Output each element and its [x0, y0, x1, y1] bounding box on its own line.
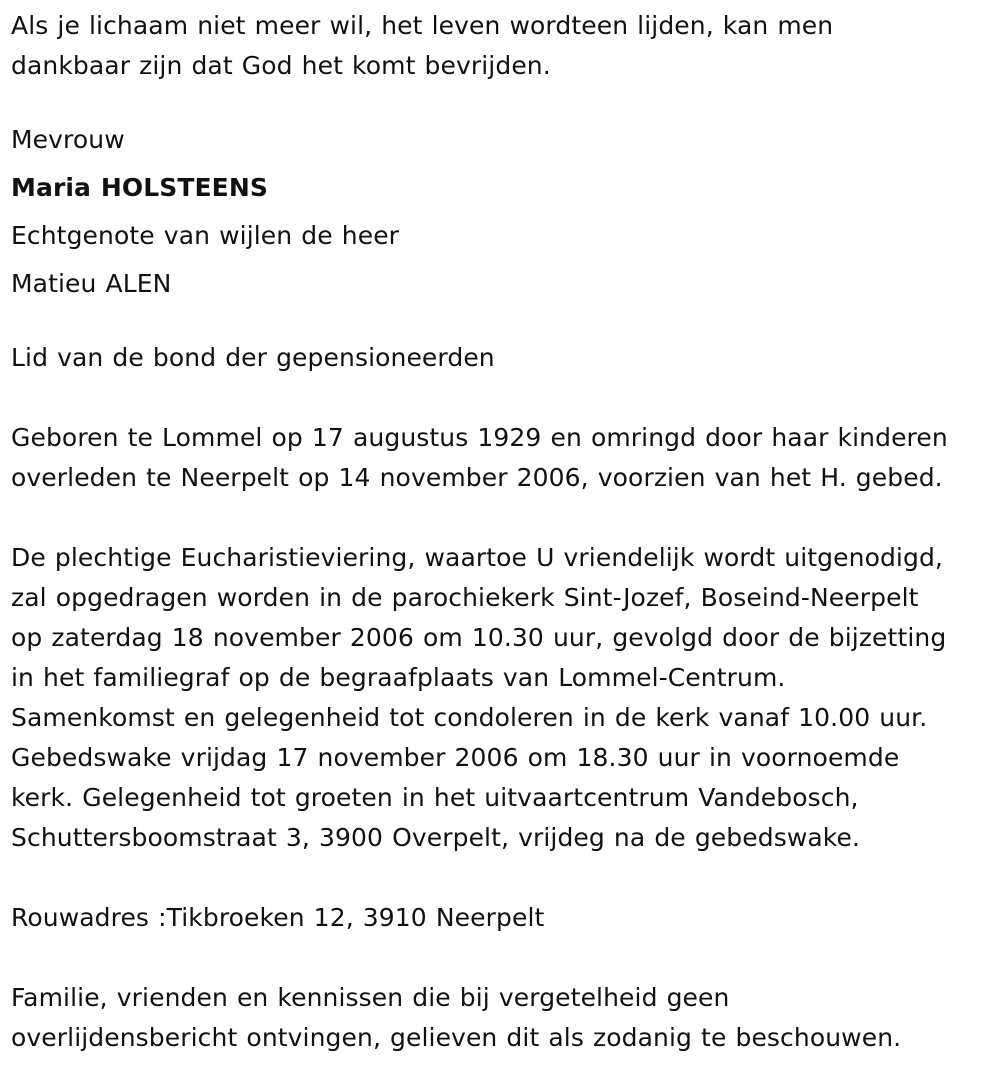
quote-paragraph: [11, 6, 996, 86]
ceremony-line: op zaterdag 18 november 2006 om 10.30 uur, gevolgd door de bijzetting: [11, 623, 947, 652]
ceremony-line: Schuttersboomstraat 3, 3900 Overpelt, vrijdeg na de gebedswake.: [11, 823, 861, 852]
spouse-name: Matieu ALEN: [11, 269, 172, 298]
quote-line: dankbaar zijn dat God het komt bevrijden.: [11, 51, 551, 80]
quote-line: Als je lichaam niet meer wil, het leven wordteen lijden, kan men: [11, 11, 834, 40]
life-dates-line: overleden te Neerpelt op 14 november 2006, voorzien van het H. gebed.: [11, 463, 943, 492]
ceremony-paragraph: [11, 538, 996, 858]
ceremony-line: kerk. Gelegenheid tot groeten in het uitvaartcentrum Vandebosch,: [11, 783, 859, 812]
closing-line: Familie, vrienden en kennissen die bij vergetelheid geen: [11, 983, 730, 1012]
relation: Echtgenote van wijlen de heer: [11, 221, 400, 250]
ceremony-line: Samenkomst en gelegenheid tot condoleren in de kerk vanaf 10.00 uur.: [11, 703, 928, 732]
salutation: Mevrouw: [11, 125, 125, 154]
ceremony-line: zal opgedragen worden in de parochiekerk Sint-Jozef, Boseind-Neerpelt: [11, 583, 919, 612]
ceremony-line: Gebedswake vrijdag 17 november 2006 om 18.30 uur in voornoemde: [11, 743, 900, 772]
ceremony-line: De plechtige Eucharistieviering, waartoe U vriendelijk wordt uitgenodigd,: [11, 543, 943, 572]
closing-paragraph: [11, 978, 996, 1058]
person-block: [11, 116, 996, 308]
life-dates-paragraph: [11, 418, 996, 498]
membership: Lid van de bond der gepensioneerden: [11, 343, 495, 372]
mourning-address: Rouwadres :Tikbroeken 12, 3910 Neerpelt: [11, 903, 545, 932]
life-dates-line: Geboren te Lommel op 17 augustus 1929 en omringd door haar kinderen: [11, 423, 948, 452]
ceremony-line: in het familiegraf op de begraafplaats van Lommel-Centrum.: [11, 663, 786, 692]
obituary-notice: [11, 6, 996, 1058]
deceased-name: Maria HOLSTEENS: [11, 173, 268, 202]
closing-line: overlijdensbericht ontvingen, gelieven dit als zodanig te beschouwen.: [11, 1023, 902, 1052]
